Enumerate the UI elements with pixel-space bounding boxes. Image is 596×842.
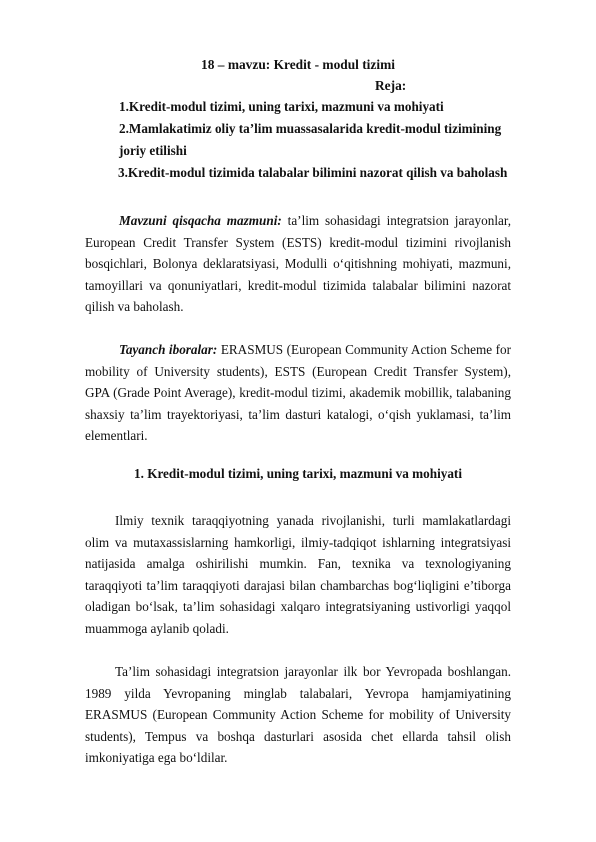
plan-item-1: 1.Kredit-modul tizimi, uning tarixi, mazmuni va mohiyati xyxy=(119,99,444,114)
body-paragraph-2 xyxy=(85,661,511,769)
summary-paragraph xyxy=(85,210,511,318)
keywords-paragraph xyxy=(85,339,511,447)
page-title: 18 – mavzu: Kredit - modul tizimi xyxy=(201,57,395,72)
summary-text: ta’lim sohasidagi integratsion jarayonlar, European Credit Transfer System (ESTS) kredit-modul tizimini rivojlanish bosqichlari, Bolonya deklaratsiyasi, Modulli o‘qitishning mohiyati, mazmuni, tamoyillari va qonuniyatlari, kredit-modul tizimida talabalar bilimini nazorat qilish va baholash. xyxy=(85,213,511,315)
keywords-text: ERASMUS (European Community Action Scheme for mobility of University students), ESTS (European Credit Transfer System), GPA (Grade Point Average), kredit-modul tizimi, akademik mobillik, talabaning shaxsiy ta’lim trayektoriyasi, ta’lim dasturi katalogi, o‘qish yuklamasi, ta’lim elementlari. xyxy=(85,342,511,444)
plan-heading: Reja: xyxy=(375,78,407,93)
body-paragraph-2-text: Ta’lim sohasidagi integratsion jarayonlar ilk bor Yevropada boshlangan. 1989 yilda Yevropaning minglab talabalari, Yevropa hamjamiyatining ERASMUS (European Community Action Scheme for mobility of University students), Tempus va boshqa dasturlari asosida chet ellarda tahsil olish imkoniyatiga ega bo‘ldilar. xyxy=(85,664,511,766)
plan-item-2: 2.Mamlakatimiz oliy ta’lim muassasalarida kredit-modul tizimining xyxy=(119,121,502,136)
plan-item-3: 3.Kredit-modul tizimida talabalar bilimini nazorat qilish va baholash xyxy=(118,165,508,180)
keywords-label: Tayanch iboralar: xyxy=(119,342,218,357)
plan-item-2-continued: joriy etilishi xyxy=(119,143,187,158)
summary-label: Mavzuni qisqacha mazmuni: xyxy=(119,213,282,228)
body-paragraph-1-text: Ilmiy texnik taraqqiyotning yanada rivojlanishi, turli mamlakatlardagi olim va mutaxassislarning hamkorligi, ilmiy-tadqiqot ishlarning integratsiyasi natijasida amalga oshirilishi mumkin. Fan, texnika va texnologiyaning taraqqiyoti ta’lim taraqqiyoti darajasi bilan chambarchas bog‘liqligini e’tiborga oladigan bo‘lsak, ta’lim sohasidagi xalqaro integratsiyaning ustivorligi yaqqol muammoga aylanib qoladi. xyxy=(85,513,511,636)
body-paragraph-1 xyxy=(85,510,511,640)
section-heading: 1. Kredit-modul tizimi, uning tarixi, mazmuni va mohiyati xyxy=(134,466,462,481)
